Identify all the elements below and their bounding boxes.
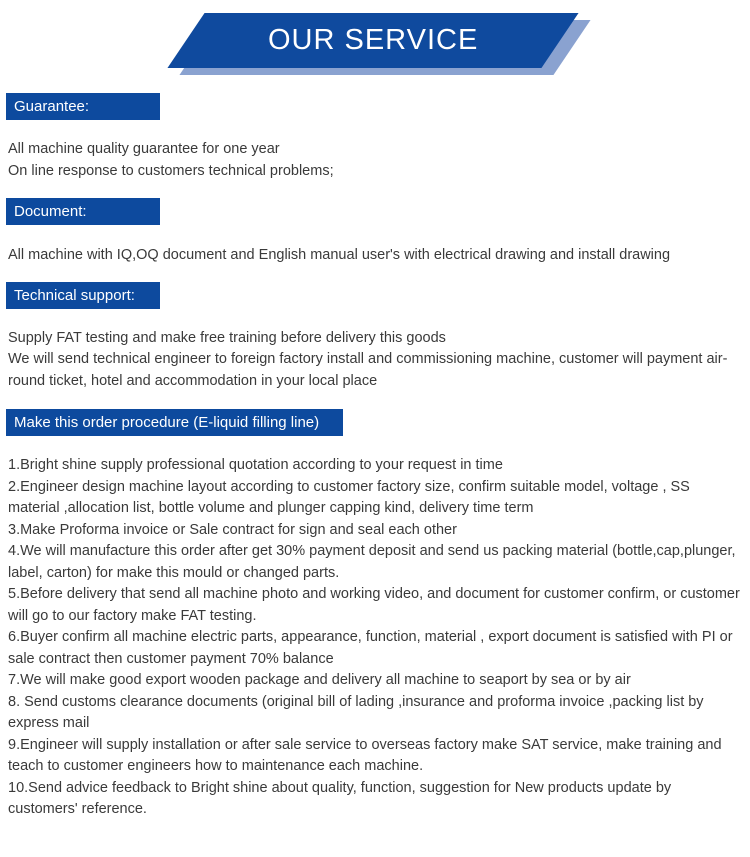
document-line-1: All machine with IQ,OQ document and English manual user's with electrical drawing and install drawing [8, 247, 671, 263]
guarantee-line-1: All machine quality guarantee for one year [8, 141, 280, 157]
page-title: OUR SERVICE [267, 24, 479, 56]
procedure-step-7: 7.We will make good export wooden package and delivery all machine to seaport by sea or by air [8, 672, 631, 688]
guarantee-line-2: On line response to customers technical problems; [8, 162, 334, 179]
section-heading-order-procedure: Make this order procedure (E-liquid filling line) [6, 409, 343, 436]
procedure-step-6: 6.Buyer confirm all machine electric parts, appearance, function, material , export document is satisfied with PI or sale contract then customer payment 70% balance [8, 629, 733, 667]
procedure-step-1: 1.Bright shine supply professional quotation according to your request in time [8, 457, 503, 473]
procedure-step-10: 10.Send advice feedback to Bright shine about quality, function, suggestion for New products update by customers' reference. [8, 779, 672, 817]
section-heading-technical-support: Technical support: [6, 282, 160, 309]
procedure-step-5: 5.Before delivery that send all machine photo and working video, and document for customer confirm, or customer will go to our factory make FAT testing. [8, 586, 740, 624]
procedure-step-4: 4.We will manufacture this order after get 30% payment deposit and send us packing material (bottle,cap,plunger, label, carton) for make this mould or changed parts. [8, 543, 736, 581]
banner-ribbon [167, 13, 578, 68]
banner [0, 0, 750, 93]
section-heading-document: Document: [6, 198, 160, 225]
section-body-order-procedure [0, 455, 750, 821]
section-body-technical-support [0, 328, 750, 393]
technical-support-line-2: We will send technical engineer to foreign factory install and commissioning machine, customer will payment air-round ticket, hotel and accommodation in your local place [8, 351, 728, 389]
procedure-step-2: 2.Engineer design machine layout according to customer factory size, confirm suitable model, voltage , SS material ,allocation list, bottle volume and plunger capping kind, delivery time term [8, 478, 690, 516]
procedure-step-3: 3.Make Proforma invoice or Sale contract for sign and seal each other [8, 521, 457, 538]
section-body-document [0, 245, 750, 267]
procedure-step-9: 9.Engineer will supply installation or after sale service to overseas factory make SAT service, make training and teach to customer engineers how to maintenance each machine. [8, 736, 722, 774]
section-heading-guarantee: Guarantee: [6, 93, 160, 120]
technical-support-line-1: Supply FAT testing and make free training before delivery this goods [8, 329, 446, 346]
section-body-guarantee [0, 139, 750, 182]
procedure-step-8: 8. Send customs clearance documents (original bill of lading ,insurance and proforma invoice ,packing list by express mail [8, 693, 704, 731]
